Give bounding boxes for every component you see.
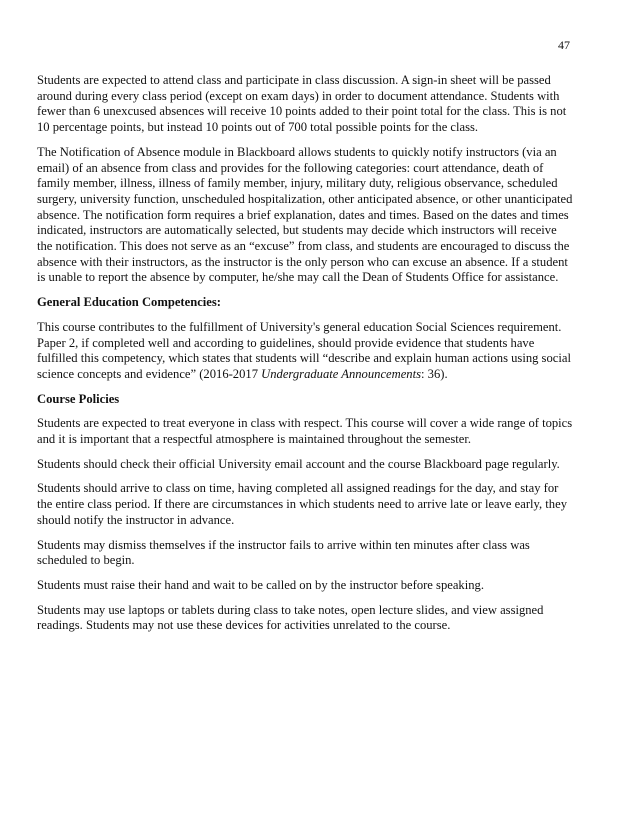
paragraph-line: scheduled to begin. <box>37 553 135 568</box>
paragraph-line: indicated, instructors are automatically selected, but students may decide which instructors will receive <box>37 223 557 238</box>
paragraph-line: and it is important that a respectful atmosphere is maintained throughout the semester. <box>37 432 472 447</box>
paragraph-line: absence. The notification form requires a brief explanation, dates and times. Based on the dates and times <box>37 207 569 222</box>
policy-raise-hand-paragraph <box>37 578 573 594</box>
policy-arrival-paragraph <box>37 481 573 528</box>
paragraph-line: The Notification of Absence module in Blackboard allows students to quickly notify instructors (via an <box>37 144 557 159</box>
paragraph-line: fulfilled this competency, which states that students will “describe and explain human actions using social <box>37 351 571 366</box>
paragraph-line: This course contributes to the fulfillment of University's general education Social Sciences requirement. <box>37 319 562 334</box>
paragraph-line: email) of an absence from class and provides for the following categories: court attendance, death of <box>37 160 544 175</box>
gen-ed-paragraph <box>37 320 573 383</box>
policy-devices-paragraph <box>37 603 573 634</box>
paragraph-line: Students must raise their hand and wait to be called on by the instructor before speaking. <box>37 577 484 592</box>
course-policies-heading: Course Policies <box>37 391 120 406</box>
citation-text: science concepts and evidence” (2016-2017 <box>37 366 262 381</box>
policy-dismissal-paragraph <box>37 538 573 569</box>
policy-respect-paragraph <box>37 416 573 447</box>
paragraph-line: Paper 2, if completed well and according to guidelines, should provide evidence that students have <box>37 335 535 350</box>
paragraph-line: the notification. This does not serve as an “excuse” from class, and students are encouraged to discuss the <box>37 239 570 254</box>
paragraph-line: is unable to report the absence by computer, he/she may call the Dean of Students Office for assistance. <box>37 270 559 285</box>
paragraph-line: family member, illness, illness of family member, injury, military duty, religious observance, scheduled <box>37 176 558 191</box>
paragraph-line: Students may use laptops or tablets during class to take notes, open lecture slides, and view assigned <box>37 602 544 617</box>
paragraph-line: Students may dismiss themselves if the instructor fails to arrive within ten minutes after class was <box>37 537 530 552</box>
page-number: 47 <box>558 38 570 52</box>
paragraph-line: absence with their instructors, as the instructor is the only person who can excuse an absence. If a student <box>37 254 568 269</box>
paragraph-line: should notify the instructor in advance. <box>37 512 235 527</box>
paragraph-line: 10 percentage points, but instead 10 points out of 700 total possible points for the class. <box>37 120 479 135</box>
paragraph-line: surgery, university function, unscheduled hospitalization, other anticipated absence, or other unanticipated <box>37 191 573 206</box>
policy-email-paragraph <box>37 457 573 473</box>
citation-page: : 36). <box>421 366 448 381</box>
page-content <box>37 73 573 643</box>
paragraph-line: fewer than 6 unexcused absences will receive 10 points added to their point total for the class. This is not <box>37 104 567 119</box>
citation-title: Undergraduate Announcements <box>261 366 422 381</box>
attendance-paragraph <box>37 73 573 136</box>
paragraph-line: readings. Students may not use these devices for activities unrelated to the course. <box>37 618 451 633</box>
paragraph-line: the entire class period. If there are circumstances in which students need to arrive late or leave early, they <box>37 497 567 512</box>
gen-ed-heading: General Education Competencies: <box>37 295 221 310</box>
paragraph-line: Students should arrive to class on time, having completed all assigned readings for the day, and stay for <box>37 481 559 496</box>
absence-notification-paragraph <box>37 145 573 286</box>
paragraph-line <box>37 367 573 383</box>
paragraph-line: around during every class period (except on exam days) in order to document attendance. Students with <box>37 88 560 103</box>
paragraph-line: Students are expected to attend class and participate in class discussion. A sign-in sheet will be passed <box>37 73 551 87</box>
paragraph-line: Students should check their official University email account and the course Blackboard page regularly. <box>37 456 560 471</box>
paragraph-line: Students are expected to treat everyone in class with respect. This course will cover a wide range of topics <box>37 416 573 431</box>
